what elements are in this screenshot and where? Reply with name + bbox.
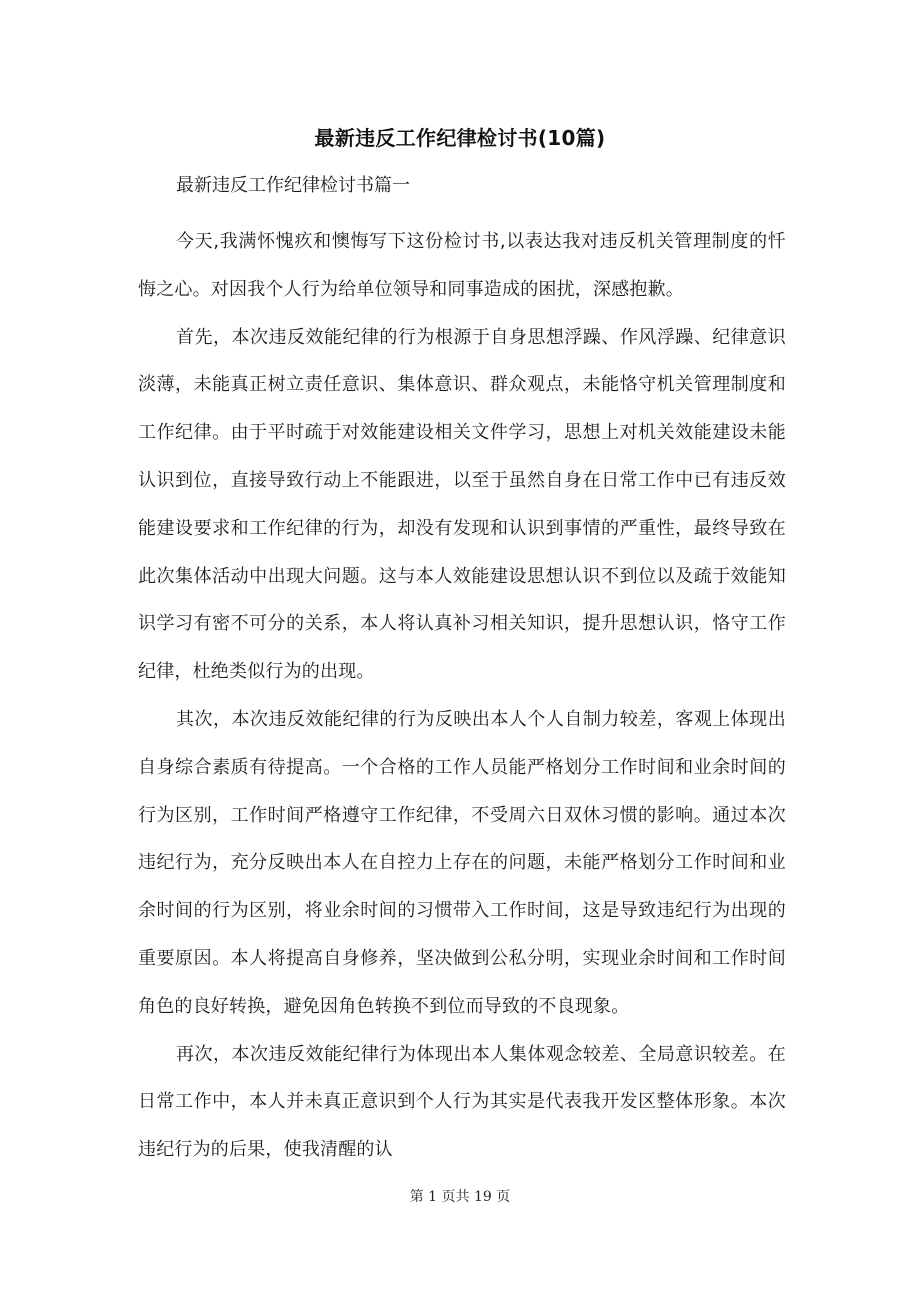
page-number-footer: 第 1 页共 19 页 — [409, 1189, 511, 1205]
paragraph-first-reason: 首先，本次违反效能纪律的行为根源于自身思想浮躁、作风浮躁、纪律意识淡薄，未能真正树立责任意识、集体意识、群众观点，未能恪守机关管理制度和工作纪律。由于平时疏于对效能建设相关文件学习，思想上对机关效能建设未能认识到位，直接导致行动上不能跟进，以至于虽然自身在日常工作中已有违反效能建设要求和工作纪律的行为，却没有发现和认识到事情的严重性，最终导致在此次集体活动中出现大问题。这与本人效能建设思想认识不到位以及疏于效能知识学习有密不可分的关系，本人将认真补习相关知识，提升思想认识，恪守工作纪律，杜绝类似行为的出现。 — [138, 326, 786, 683]
paragraph-third-reason: 再次，本次违反效能纪律行为体现出本人集体观念较差、全局意识较差。在日常工作中，本人并未真正意识到个人行为其实是代表我开发区整体形象。本次违纪行为的后果，使我清醒的认 — [138, 1043, 786, 1161]
section-heading: 最新违反工作纪律检讨书篇一 — [176, 175, 410, 196]
paragraph-intro: 今天,我满怀愧疚和懊悔写下这份检讨书,以表达我对违反机关管理制度的忏悔之心。对因我个人行为给单位领导和同事造成的困扰，深感抱歉。 — [138, 231, 786, 300]
document-title: 最新违反工作纪律检讨书(10篇) — [314, 126, 606, 150]
document-body — [138, 218, 786, 1174]
paragraph-second-reason: 其次，本次违反效能纪律的行为反映出本人个人自制力较差，客观上体现出自身综合素质有待提高。一个合格的工作人员能严格划分工作时间和业余时间的行为区别，工作时间严格遵守工作纪律，不受周六日双休习惯的影响。通过本次违纪行为，充分反映出本人在自控力上存在的问题，未能严格划分工作时间和业余时间的行为区别，将业余时间的习惯带入工作时间，这是导致违纪行为出现的重要原因。本人将提高自身修养，坚决做到公私分明，实现业余时间和工作时间角色的良好转换，避免因角色转换不到位而导致的不良现象。 — [138, 708, 786, 1017]
